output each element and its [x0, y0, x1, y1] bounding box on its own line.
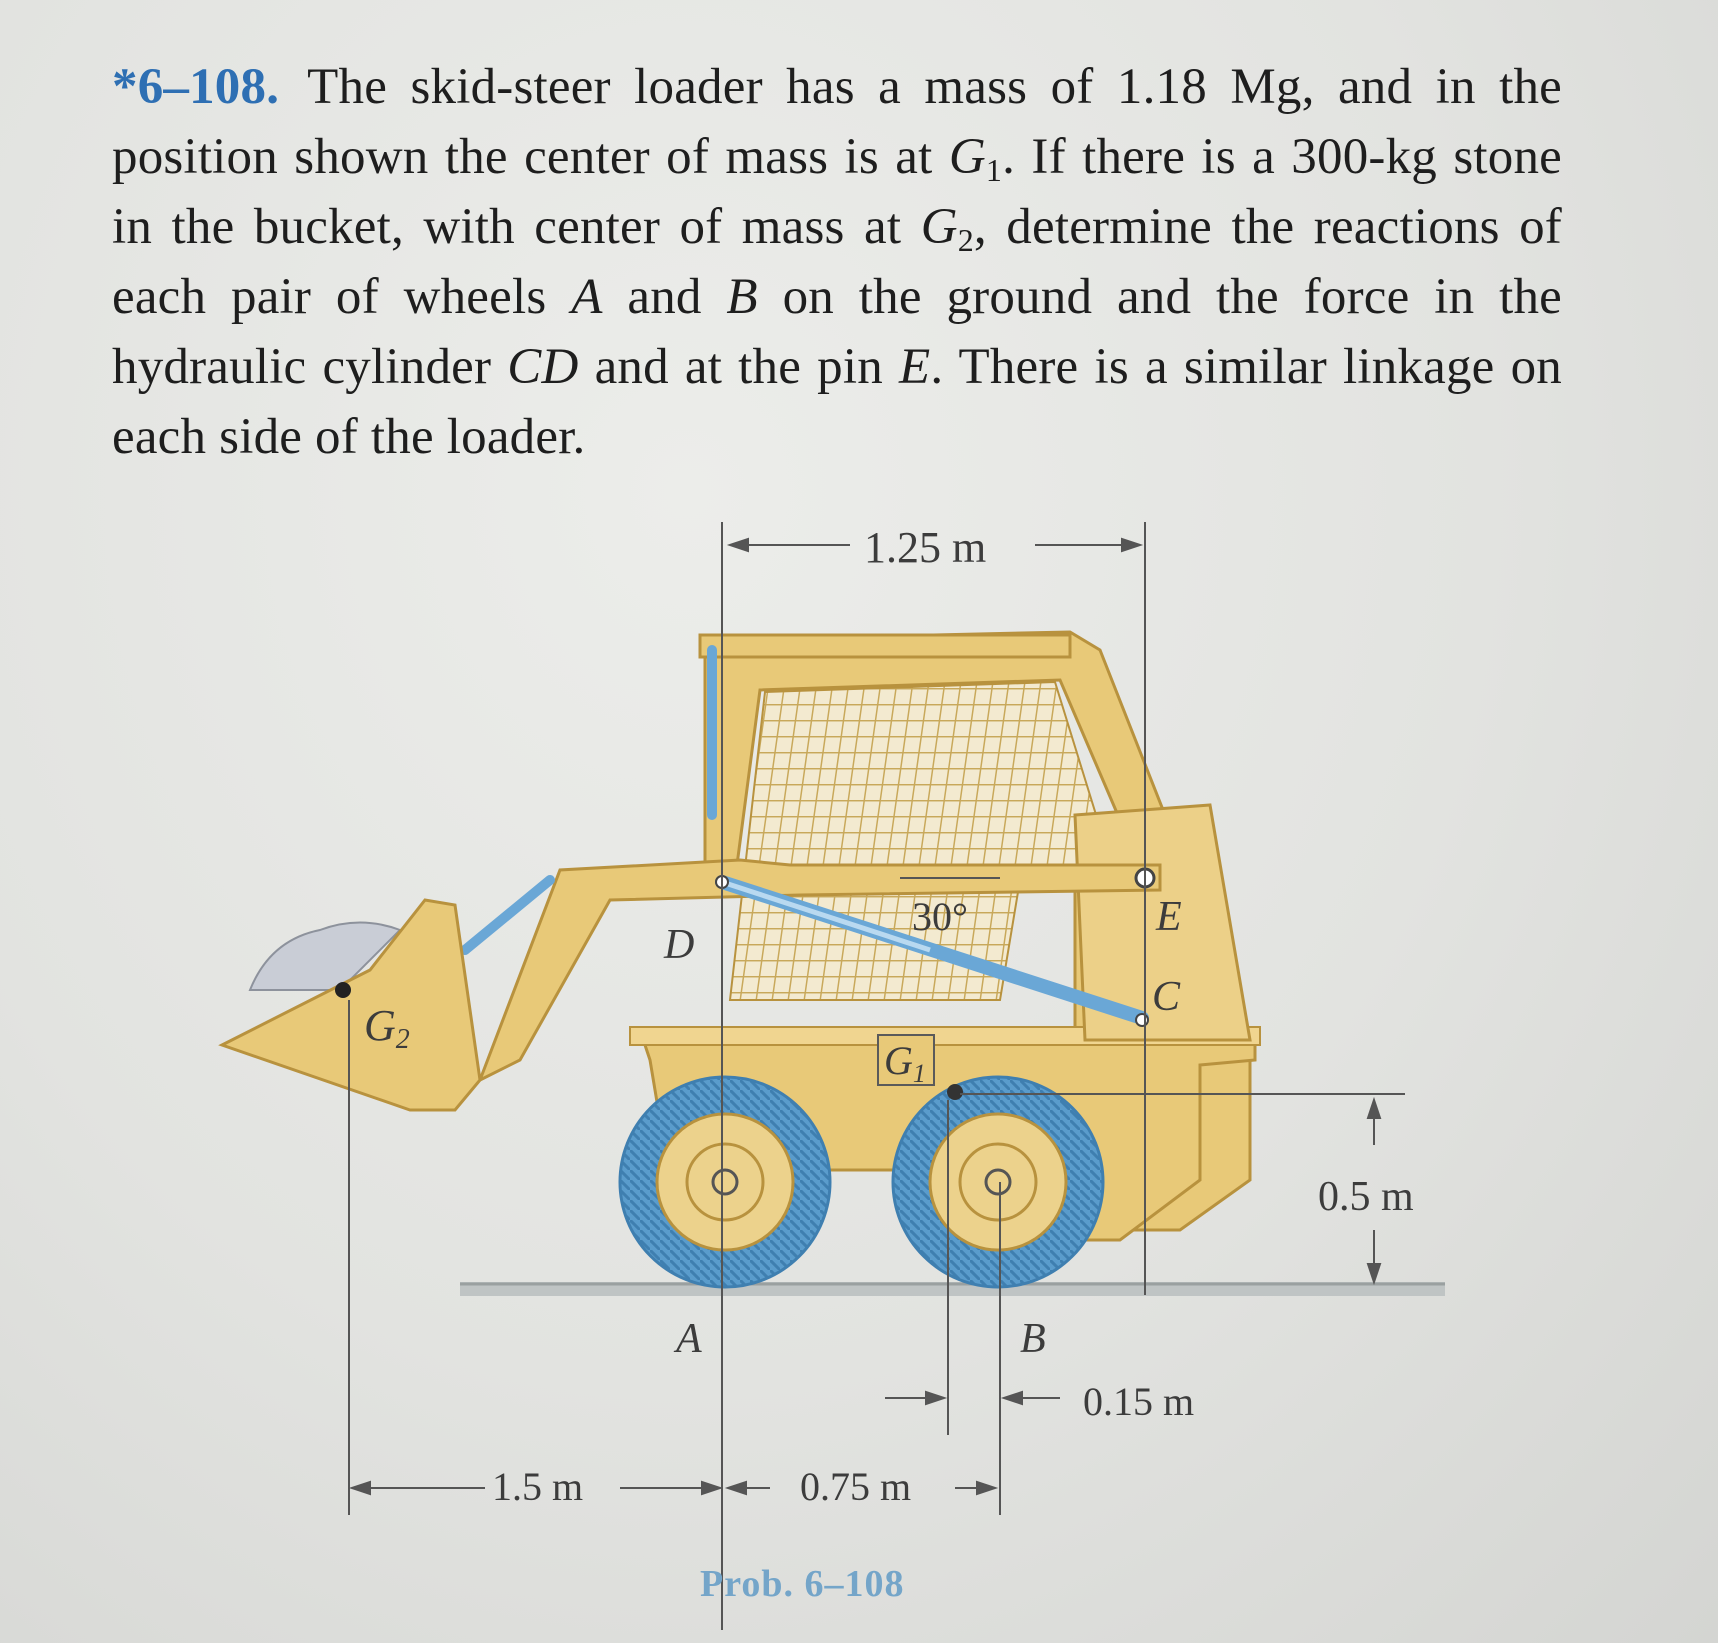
- label-d: D: [664, 922, 695, 968]
- cylinder-symbol: CD: [507, 339, 579, 395]
- problem-text-4: and: [602, 269, 727, 325]
- wheel-a-symbol: A: [571, 269, 603, 325]
- label-e: E: [1156, 894, 1182, 940]
- problem-text-6: and at the pin: [578, 339, 900, 395]
- dim-left-label: 1.5 m: [492, 1464, 584, 1509]
- g2-subscript: 2: [957, 222, 974, 258]
- label-a: A: [676, 1316, 702, 1362]
- problem-text-1: The skid-steer loader has a mass of 1.18 Mg, and in the position shown the center of mass is at: [112, 59, 1562, 185]
- problem-text-3: , determine the reactions of each pair of wheels: [112, 199, 1562, 325]
- problem-text-5: on the ground and the force in the hydraulic cylinder: [112, 269, 1562, 395]
- g1-point: [947, 1084, 963, 1100]
- cab-roof: [700, 635, 1070, 657]
- wheel-a: [620, 1077, 830, 1287]
- g2-point: [335, 982, 351, 998]
- problem-text-2: . If there is a 300-kg stone in the bucket, with center of mass at: [112, 129, 1562, 255]
- pin-c: [1136, 1014, 1148, 1026]
- dim-height-label: 0.5 m: [1318, 1174, 1414, 1220]
- dim-mid-label: 0.75 m: [800, 1464, 912, 1509]
- label-g1: $G_1$: [884, 1038, 926, 1088]
- figure-caption: Prob. 6–108: [700, 1563, 905, 1605]
- problem-text-7: . There is a similar linkage on each side of the loader.: [112, 339, 1562, 465]
- problem-number: *6–108.: [112, 59, 280, 115]
- label-c: C: [1152, 974, 1181, 1020]
- wheel-b: [893, 1077, 1103, 1287]
- pin-symbol: E: [899, 339, 931, 395]
- wheel-b-symbol: B: [726, 269, 758, 325]
- label-g2: G2: [364, 1001, 410, 1055]
- label-b: B: [1020, 1316, 1046, 1362]
- g1-subscript: 1: [985, 152, 1003, 188]
- dim-top-label: 1.25 m: [864, 523, 987, 572]
- g2-symbol: G: [920, 199, 958, 255]
- angle-label: 30°: [912, 894, 968, 939]
- g1-symbol: G: [948, 129, 986, 185]
- dim-small-label: 0.15 m: [1083, 1379, 1195, 1424]
